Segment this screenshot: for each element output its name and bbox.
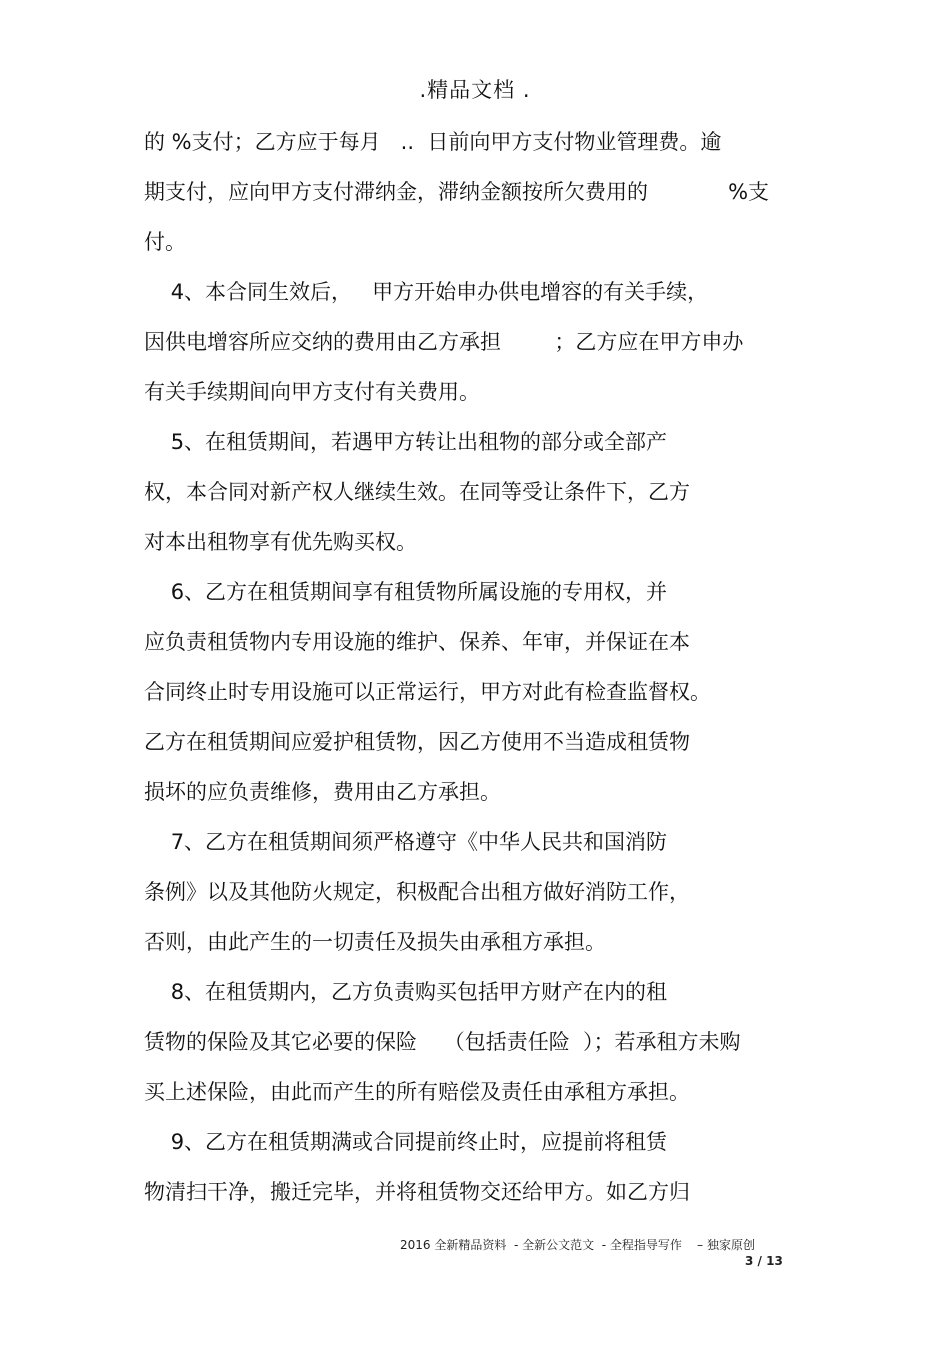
text-line: 付。 [144, 230, 186, 254]
text-line: 的 %支付；乙方应于每月 .. 日前向甲方支付物业管理费。逾 [144, 130, 722, 154]
text-line: 权，本合同对新产权人继续生效。在同等受让条件下，乙方 [144, 480, 690, 504]
text-line: 合同终止时专用设施可以正常运行，甲方对此有检查监督权。 [144, 680, 711, 704]
text-line: 对本出租物享有优先购买权。 [144, 530, 417, 554]
page-footer: 2016 全新精品资料 - 全新公文范文 - 全程指导写作 – 独家原创 [400, 1238, 755, 1252]
text-line: 物清扫干净，搬迁完毕，并将租赁物交还给甲方。如乙方归 [144, 1180, 690, 1204]
text-line: 乙方在租赁期间应爱护租赁物，因乙方使用不当造成租赁物 [144, 730, 690, 754]
page-number: 3 / 13 [745, 1254, 783, 1268]
text-line: 买上述保险，由此而产生的所有赔偿及责任由承租方承担。 [144, 1080, 690, 1104]
text-line: 期支付，应向甲方支付滞纳金，滞纳金额按所欠费用的 %支 [144, 180, 770, 204]
text-line: 5、在租赁期间，若遇甲方转让出租物的部分或全部产 [144, 430, 668, 454]
text-line: 8、在租赁期内，乙方负责购买包括甲方财产在内的租 [144, 980, 668, 1004]
text-line: 4、本合同生效后， 甲方开始申办供电增容的有关手续， [144, 280, 709, 304]
text-line: 有关手续期间向甲方支付有关费用。 [144, 380, 480, 404]
text-line: 因供电增容所应交纳的费用由乙方承担 ；乙方应在甲方申办 [144, 330, 744, 354]
text-line: 否则，由此产生的一切责任及损失由承租方承担。 [144, 930, 606, 954]
page-header: .精品文档 . [419, 78, 531, 102]
text-line: 条例》以及其他防火规定，积极配合出租方做好消防工作， [144, 880, 690, 904]
text-line: 损坏的应负责维修，费用由乙方承担。 [144, 780, 501, 804]
text-line: 应负责租赁物内专用设施的维护、保养、年审，并保证在本 [144, 630, 690, 654]
text-line: 9、乙方在租赁期满或合同提前终止时，应提前将租赁 [144, 1130, 668, 1154]
text-line: 赁物的保险及其它必要的保险 （包括责任险 ）；若承租方未购 [144, 1030, 741, 1054]
text-line: 7、乙方在租赁期间须严格遵守《中华人民共和国消防 [144, 830, 668, 854]
text-line: 6、乙方在租赁期间享有租赁物所属设施的专用权，并 [144, 580, 668, 604]
